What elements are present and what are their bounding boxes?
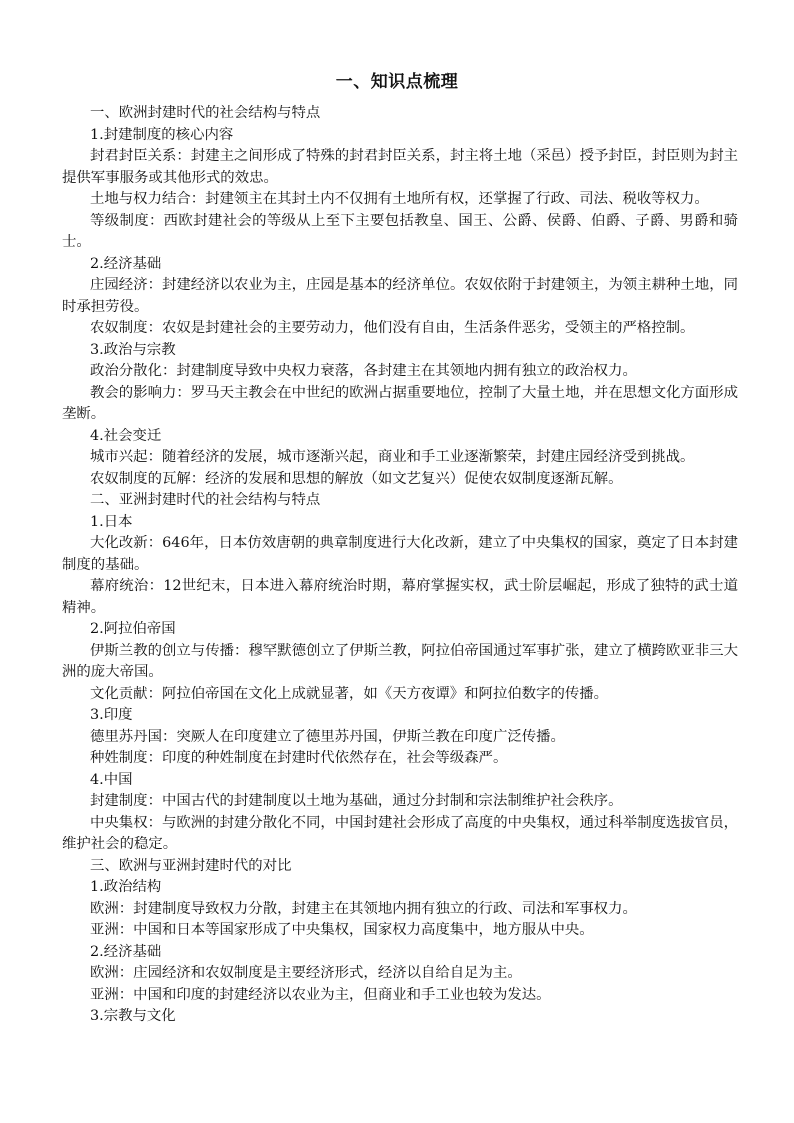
paragraph: 等级制度：西欧封建社会的等级从上至下主要包括教皇、国王、公爵、侯爵、伯爵、子爵、男爵和骑士。	[62, 212, 738, 250]
paragraph: 亚洲：中国和印度的封建经济以农业为主，但商业和手工业也较为发达。	[90, 986, 551, 1003]
section-heading: 一、欧洲封建时代的社会结构与特点	[90, 105, 321, 121]
paragraph: 欧洲：封建制度导致权力分散，封建主在其领地内拥有独立的行政、司法和军事权力。	[90, 900, 637, 917]
paragraph: 大化改新：646年，日本仿效唐朝的典章制度进行大化改新，建立了中央集权的国家，奠定了日本封建制度的基础。	[62, 535, 738, 573]
subsection-heading: 3.政治与宗教	[90, 341, 176, 358]
subsection-heading: 1.封建制度的核心内容	[90, 126, 234, 143]
paragraph: 封建制度：中国古代的封建制度以土地为基础，通过分封制和宗法制维护社会秩序。	[90, 793, 623, 809]
paragraph: 德里苏丹国：突厥人在印度建立了德里苏丹国，伊斯兰教在印度广泛传播。	[90, 728, 565, 745]
paragraph: 庄园经济：封建经济以农业为主，庄园是基本的经济单位。农奴依附于封建领主，为领主耕种土地，同时承担劳役。	[62, 277, 738, 315]
subsection-heading: 2.经济基础	[90, 943, 162, 960]
paragraph: 农奴制度：农奴是封建社会的主要劳动力，他们没有自由，生活条件恶劣，受领主的严格控制。	[90, 320, 695, 336]
subsection-heading: 2.经济基础	[90, 255, 162, 272]
subsection-heading: 2.阿拉伯帝国	[90, 621, 176, 637]
page-title: 一、知识点梳理	[335, 72, 459, 92]
paragraph: 农奴制度的瓦解：经济的发展和思想的解放（如文艺复兴）促使农奴制度逐渐瓦解。	[90, 470, 623, 487]
subsection-heading: 4.社会变迁	[90, 427, 162, 444]
section-heading: 二、亚洲封建时代的社会结构与特点	[90, 492, 321, 508]
subsection-heading: 4.中国	[90, 771, 133, 788]
paragraph: 封君封臣关系：封建主之间形成了特殊的封君封臣关系，封主将土地（采邑）授予封臣，封臣则为封主提供军事服务或其他形式的效忠。	[62, 148, 738, 186]
subsection-heading: 1.日本	[90, 513, 133, 530]
subsection-heading: 3.宗教与文化	[90, 1008, 176, 1024]
paragraph: 教会的影响力：罗马天主教会在中世纪的欧洲占据重要地位，控制了大量土地，并在思想文化方面形成垄断。	[62, 384, 738, 422]
paragraph: 城市兴起：随着经济的发展，城市逐渐兴起，商业和手工业逐渐繁荣，封建庄园经济受到挑战。	[90, 449, 695, 465]
paragraph: 中央集权：与欧洲的封建分散化不同，中国封建社会形成了高度的中央集权，通过科举制度选拔官员，维护社会的稳定。	[62, 814, 738, 852]
subsection-heading: 3.印度	[90, 707, 133, 723]
paragraph: 亚洲：中国和日本等国家形成了中央集权，国家权力高度集中，地方服从中央。	[90, 922, 594, 938]
section-heading: 三、欧洲与亚洲封建时代的对比	[90, 857, 292, 874]
paragraph: 伊斯兰教的创立与传播：穆罕默德创立了伊斯兰教，阿拉伯帝国通过军事扩张，建立了横跨欧亚非三大洲的庞大帝国。	[62, 642, 738, 680]
paragraph: 幕府统治：12世纪末，日本进入幕府统治时期，幕府掌握实权，武士阶层崛起，形成了独特的武士道精神。	[62, 578, 738, 616]
subsection-heading: 1.政治结构	[90, 879, 162, 895]
paragraph: 政治分散化：封建制度导致中央权力衰落，各封建主在其领地内拥有独立的政治权力。	[90, 363, 637, 379]
document-body	[62, 103, 738, 1028]
paragraph: 土地与权力结合：封建领主在其封土内不仅拥有土地所有权，还掌握了行政、司法、税收等权力。	[90, 191, 709, 207]
paragraph: 欧洲：庄园经济和农奴制度是主要经济形式，经济以自给自足为主。	[90, 965, 522, 981]
paragraph: 种姓制度：印度的种姓制度在封建时代依然存在，社会等级森严。	[90, 750, 508, 766]
paragraph: 文化贡献：阿拉伯帝国在文化上成就显著，如《天方夜谭》和阿拉伯数字的传播。	[90, 685, 609, 702]
